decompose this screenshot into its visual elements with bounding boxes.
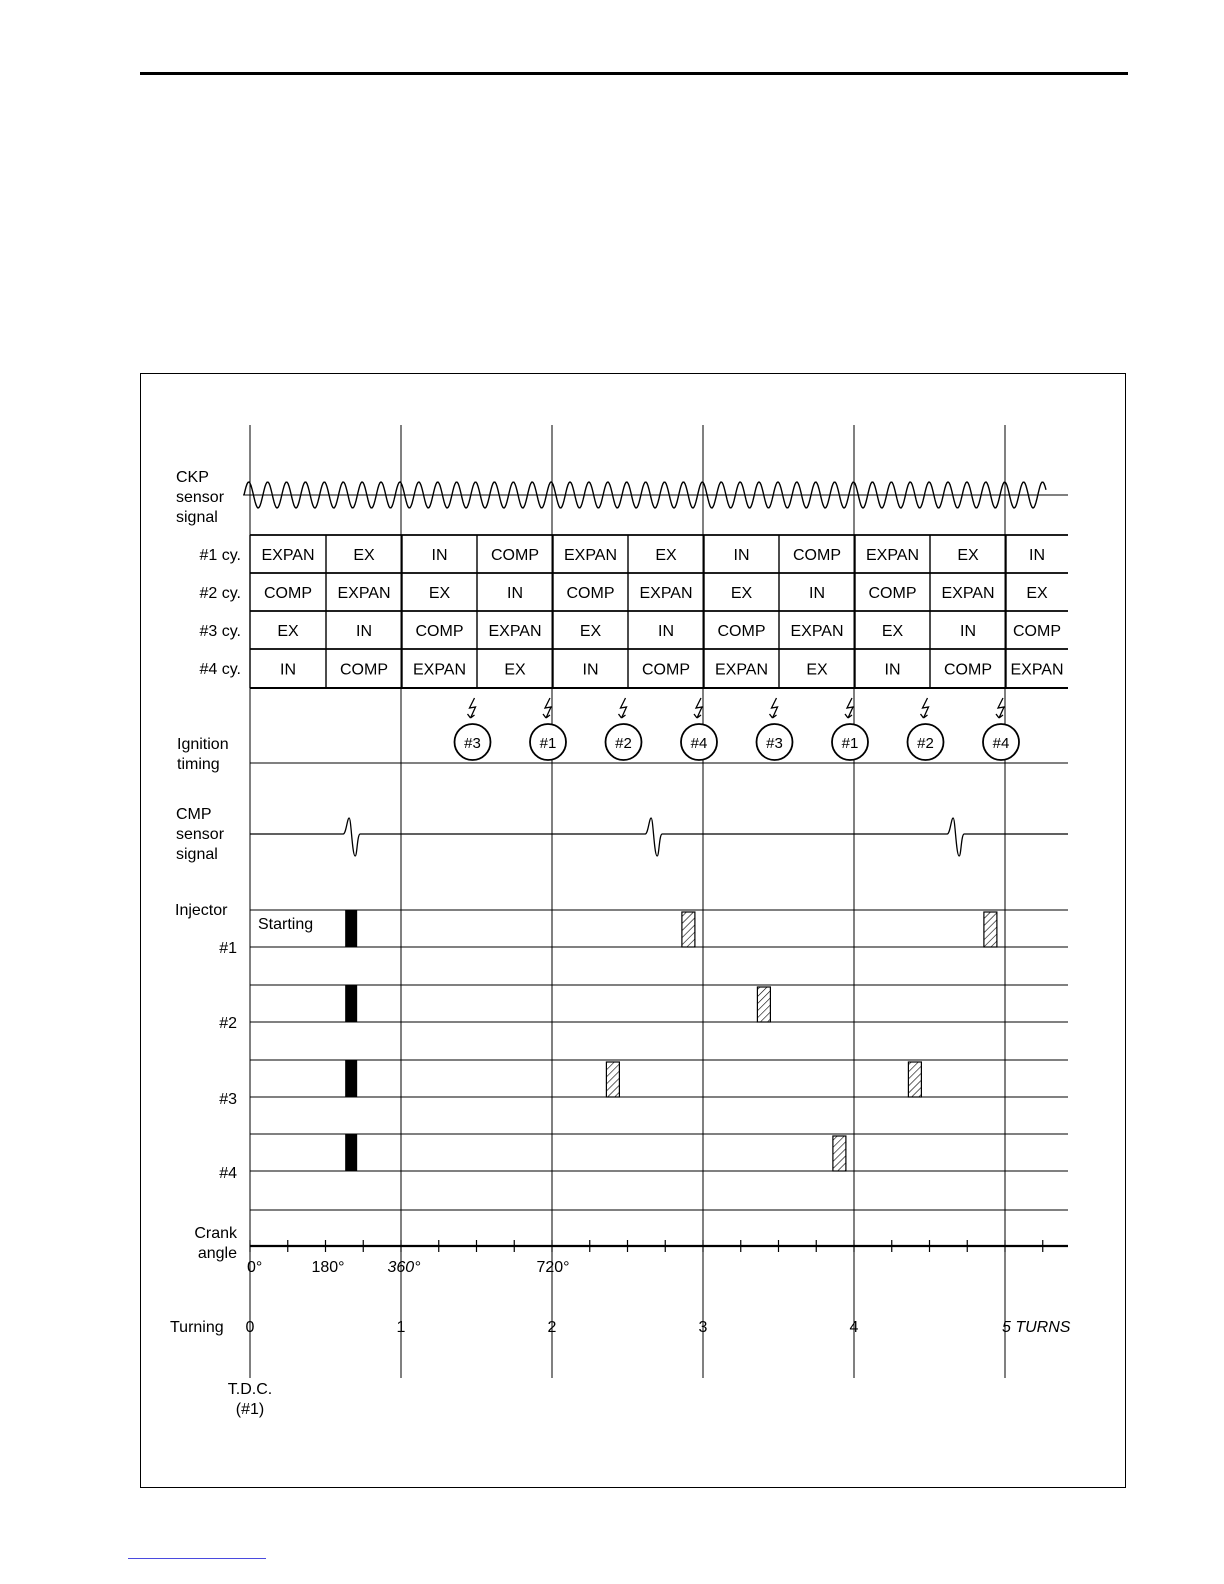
stroke-cell: IN xyxy=(809,585,825,602)
spark-icon xyxy=(770,698,778,718)
ignition-marker xyxy=(983,698,1019,760)
stroke-cell: COMP xyxy=(793,547,841,564)
turn-label: 1 xyxy=(396,1319,406,1336)
stroke-cell: EX xyxy=(806,661,828,679)
injector-starting-pulse xyxy=(345,910,357,947)
stroke-cell: IN xyxy=(431,547,448,564)
ignition-marker xyxy=(908,698,944,760)
crank-angle-label: 180° xyxy=(311,1259,345,1276)
stroke-cell: EX xyxy=(579,623,602,640)
stroke-cell: IN xyxy=(960,623,976,640)
stroke-cell: EXPAN xyxy=(337,585,391,602)
injector-pulse xyxy=(984,912,997,947)
ignition-marker xyxy=(681,698,717,760)
tdc-label: T.D.C. xyxy=(227,1381,273,1398)
stroke-cell: EXPAN xyxy=(865,547,920,564)
ignition-timing-row xyxy=(250,698,1068,763)
crank-angle-title: Crank xyxy=(194,1225,237,1242)
injector-number-label: #4 xyxy=(219,1165,237,1182)
tdc-cylinder-label: (#1) xyxy=(235,1401,265,1418)
stroke-cell: EXPAN xyxy=(261,547,315,564)
stroke-cell: EXPAN xyxy=(563,547,618,564)
crank-angle-label: 360° xyxy=(387,1259,421,1276)
spark-icon xyxy=(845,698,853,718)
crank-angle-axis xyxy=(246,1240,1071,1336)
turn-label: 3 xyxy=(698,1319,708,1336)
crank-angle-title: angle xyxy=(197,1245,237,1262)
injector-starting-pulse xyxy=(345,1060,357,1097)
stroke-cell: IN xyxy=(280,661,296,679)
turn-label: 5 TURNS xyxy=(1002,1319,1071,1336)
cmp-label: sensor xyxy=(176,826,225,843)
stroke-cell: EXPAN xyxy=(412,661,467,679)
ignition-cylinder: #3 xyxy=(766,735,783,752)
injector-pulse xyxy=(682,912,695,947)
injector-pulse xyxy=(757,987,770,1022)
stroke-cell: EX xyxy=(655,547,677,564)
stroke-cell: EXPAN xyxy=(639,585,693,602)
stroke-cell: EX xyxy=(1026,585,1048,602)
ignition-cylinder: #2 xyxy=(615,735,632,752)
stroke-cell: EX xyxy=(428,585,451,602)
spark-icon xyxy=(921,698,929,718)
spark-icon xyxy=(468,698,476,718)
injector-pulse xyxy=(908,1062,921,1097)
stroke-cell: EX xyxy=(730,585,753,602)
ignition-marker xyxy=(757,698,793,760)
stroke-cell: EXPAN xyxy=(488,623,542,640)
ignition-cylinder: #1 xyxy=(539,735,557,752)
stroke-cell: EX xyxy=(957,547,979,564)
stroke-cell: EX xyxy=(881,623,904,640)
cylinder-label: #3 cy. xyxy=(199,623,241,640)
stroke-cell: COMP xyxy=(944,661,992,679)
ignition-marker xyxy=(832,698,868,760)
ignition-marker xyxy=(606,698,642,760)
turn-label: 0 xyxy=(245,1319,255,1336)
crank-angle-label: 0° xyxy=(247,1259,263,1276)
stroke-cell: COMP xyxy=(340,661,388,679)
injector-rows xyxy=(250,910,1068,1210)
stroke-cell: EX xyxy=(277,623,299,640)
injector-label: Injector xyxy=(175,902,228,919)
cmp-label: CMP xyxy=(176,806,212,823)
stroke-cell: IN xyxy=(1029,547,1045,564)
spark-icon xyxy=(694,698,702,718)
ignition-marker xyxy=(455,698,491,760)
spark-icon xyxy=(619,698,627,718)
stroke-cell: EX xyxy=(504,661,526,679)
ignition-cylinder: #3 xyxy=(464,735,481,752)
crank-angle-label: 720° xyxy=(536,1259,570,1276)
turn-label: 2 xyxy=(547,1319,557,1336)
injector-number-label: #1 xyxy=(219,940,237,957)
turning-label: Turning xyxy=(170,1319,224,1336)
injector-number-label: #2 xyxy=(219,1015,237,1032)
stroke-cell: COMP xyxy=(415,623,464,640)
ckp-label: sensor xyxy=(176,489,225,506)
stroke-cell: IN xyxy=(884,661,901,679)
cylinder-label: #4 cy. xyxy=(199,661,241,678)
ckp-label: signal xyxy=(176,509,218,526)
ckp-label: CKP xyxy=(176,469,209,486)
cmp-waveform xyxy=(250,818,1068,856)
stroke-cell: COMP xyxy=(642,661,690,679)
stroke-cell: IN xyxy=(658,623,674,640)
stroke-cell: IN xyxy=(582,661,599,679)
stroke-table xyxy=(250,535,1068,688)
turn-label: 4 xyxy=(849,1319,859,1336)
stroke-cell: EXPAN xyxy=(790,623,844,640)
ignition-label: Ignition xyxy=(177,736,229,753)
cylinder-label: #1 cy. xyxy=(199,547,241,564)
stroke-cell: COMP xyxy=(868,585,917,602)
ignition-cylinder: #4 xyxy=(992,735,1010,752)
injector-starting-pulse xyxy=(345,985,357,1022)
injector-number-label: #3 xyxy=(219,1091,237,1108)
stroke-cell: IN xyxy=(733,547,750,564)
injector-pulse xyxy=(606,1062,619,1097)
stroke-cell: COMP xyxy=(1013,623,1061,640)
stroke-cell: EXPAN xyxy=(1010,661,1064,679)
spark-icon xyxy=(543,698,551,718)
starting-label: Starting xyxy=(258,916,314,933)
injector-pulse xyxy=(833,1136,846,1171)
stroke-cell: COMP xyxy=(566,585,615,602)
cmp-sensor-signal xyxy=(250,818,1068,856)
stroke-cell: COMP xyxy=(264,585,312,602)
ignition-cylinder: #4 xyxy=(690,735,708,752)
spark-icon xyxy=(996,698,1004,718)
ignition-cylinder: #1 xyxy=(841,735,859,752)
stroke-cell: COMP xyxy=(491,547,539,564)
ignition-cylinder: #2 xyxy=(917,735,934,752)
stroke-cell: IN xyxy=(356,623,372,640)
stroke-cell: EXPAN xyxy=(714,661,769,679)
cylinder-label: #2 cy. xyxy=(199,585,241,602)
ignition-marker xyxy=(530,698,566,760)
stroke-cell: IN xyxy=(507,585,523,602)
stroke-cell: EX xyxy=(353,547,375,564)
ignition-label: timing xyxy=(177,756,220,773)
stroke-cell: COMP xyxy=(717,623,766,640)
injector-starting-pulse xyxy=(345,1134,357,1171)
cmp-label: signal xyxy=(176,846,218,863)
ckp-sensor-signal xyxy=(243,482,1068,508)
stroke-cell: EXPAN xyxy=(941,585,995,602)
